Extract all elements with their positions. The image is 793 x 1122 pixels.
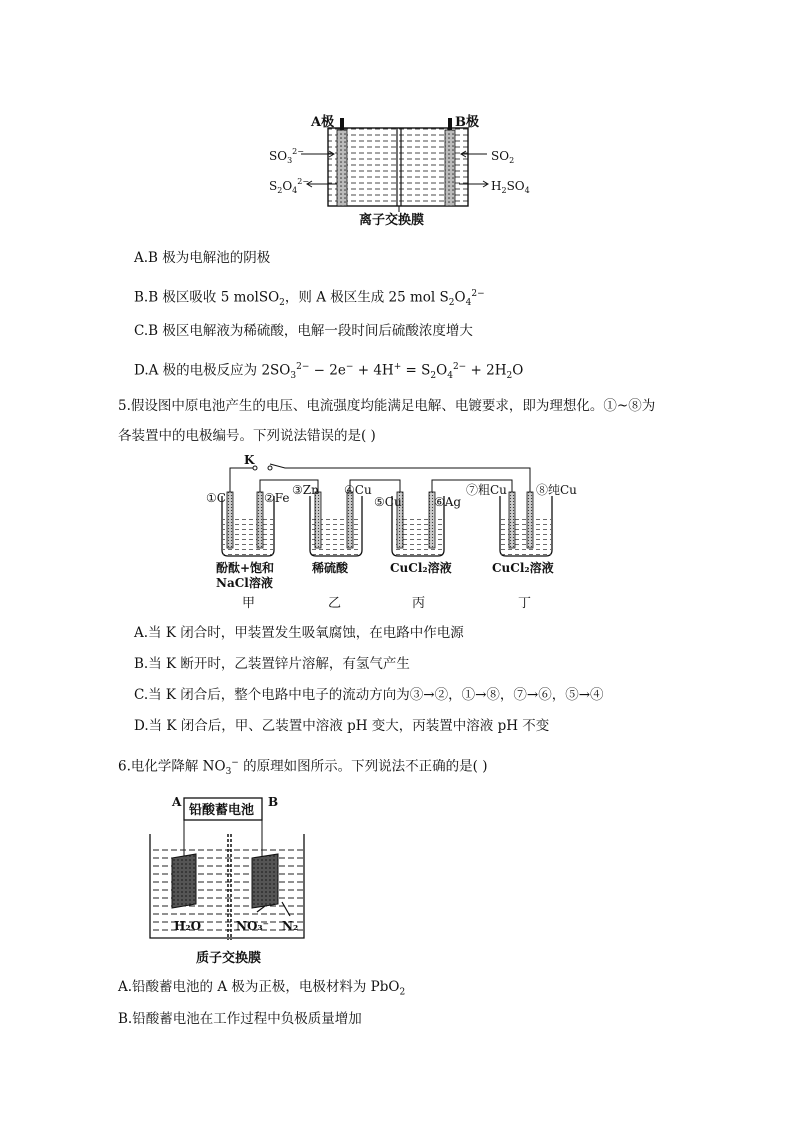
electrode-3: ③Zn bbox=[292, 483, 319, 497]
battery-terminal-b: B bbox=[268, 795, 279, 809]
fig1-in-right: $SO_2$ bbox=[491, 149, 515, 165]
label-no3: NO₃⁻ bbox=[236, 919, 270, 933]
q6-option-a-text: A.铅酸蓄电池的 A 极为正极，电极材料为 PbO bbox=[118, 979, 400, 995]
q5-option-a: A.当 K 闭合时，甲装置发生吸氧腐蚀，在电路中作电源 bbox=[134, 625, 464, 641]
q6-stem-part2: 的原理如图所示。下列说法不正确的是( ) bbox=[238, 758, 488, 775]
q4-option-d-part1: D.A 极的电极反应为 2SO bbox=[134, 362, 291, 379]
proton-membrane-label: 质子交换膜 bbox=[196, 951, 262, 966]
q4-option-d: D.A 极的电极反应为 $2SO_3^{2-} - 2e^- + 4H^+ = S_2O_4^{2-} + 2H_2O$ bbox=[134, 362, 524, 382]
q4-option-a: A.B 极为电解池的阴极 bbox=[134, 250, 271, 266]
q4-option-d-part4: = S bbox=[401, 362, 431, 379]
beaker-yi bbox=[310, 492, 362, 556]
solution-ding: CuCl₂溶液 bbox=[492, 561, 554, 575]
q5-option-c: C.当 K 闭合后，整个电路中电子的流动方向为③→②，①→⑧，⑦→⑥，⑤→④ bbox=[134, 687, 604, 703]
electrode-4: ④Cu bbox=[344, 483, 372, 497]
electrode-1: ①C bbox=[206, 491, 226, 505]
beaker-label-bing: 丙 bbox=[412, 596, 426, 611]
q6-option-a: A.铅酸蓄电池的 A 极为正极，电极材料为 PbO$_2$ bbox=[118, 979, 406, 998]
electrolysis-cell-diagram bbox=[255, 108, 555, 230]
solution-jia-line2: NaCl溶液 bbox=[216, 576, 273, 590]
q5-option-d: D.当 K 闭合后，甲、乙装置中溶液 pH 变大，丙装置中溶液 pH 不变 bbox=[134, 718, 550, 734]
q4-option-c: C.B 极区电解液为稀硫酸，电解一段时间后硫酸浓度增大 bbox=[134, 323, 473, 339]
electrode-7: ⑦粗Cu bbox=[466, 483, 507, 497]
q4-option-d-part5: + 2H bbox=[466, 362, 507, 379]
fig1-membrane-label: 离子交换膜 bbox=[359, 213, 425, 228]
q6-option-b: B.铅酸蓄电池在工作过程中负极质量增加 bbox=[118, 1011, 362, 1027]
electrode-6: ⑥Ag bbox=[434, 495, 462, 509]
battery-label: 铅酸蓄电池 bbox=[189, 803, 255, 818]
q5-stem-line1: 5.假设图中原电池产生的电压、电流强度均能满足电解、电镀要求，即为理想化。①~⑧为 bbox=[118, 398, 656, 414]
solution-yi: 稀硫酸 bbox=[312, 561, 349, 575]
electrode-5: ⑤Cu bbox=[374, 495, 402, 509]
switch-k-label: K bbox=[244, 453, 255, 467]
q4-option-d-part3: + 4H bbox=[353, 362, 394, 379]
q4-option-b-part1: B.B 极区吸收 5 molSO bbox=[134, 289, 280, 306]
beaker-label-ding: 丁 bbox=[518, 596, 532, 611]
four-beaker-circuit-diagram bbox=[200, 452, 600, 614]
solution-bing: CuCl₂溶液 bbox=[390, 561, 452, 575]
no3-degradation-diagram bbox=[144, 790, 314, 970]
fig1-out-right: $H_2SO_4$ bbox=[491, 179, 530, 195]
label-h2o: H₂O bbox=[174, 919, 202, 933]
fig1-in-left: $SO_3^{2-}$ bbox=[269, 147, 304, 165]
q5-option-b: B.当 K 断开时，乙装置锌片溶解，有氢气产生 bbox=[134, 656, 410, 672]
fig1-label-a: A极 bbox=[311, 115, 335, 130]
q6-stem: 6.电化学降解 $NO_3^-$ 的原理如图所示。下列说法不正确的是( ) bbox=[118, 758, 488, 778]
fig1-out-left: $S_2O_4^{2-}$ bbox=[269, 177, 310, 195]
battery-terminal-a: A bbox=[172, 795, 182, 809]
solution-jia-line1: 酚酞+饱和 bbox=[216, 561, 275, 575]
q6-stem-part1: 6.电化学降解 NO bbox=[118, 758, 226, 775]
label-n2: N₂ bbox=[282, 919, 299, 933]
q4-option-b-part2: ，则 A 极区生成 25 mol S bbox=[284, 289, 449, 306]
fig1-label-b: B极 bbox=[455, 115, 479, 130]
beaker-label-yi: 乙 bbox=[328, 596, 342, 611]
beaker-ding bbox=[500, 492, 552, 556]
electrode-8: ⑧纯Cu bbox=[536, 483, 577, 497]
beaker-label-jia: 甲 bbox=[242, 596, 256, 611]
electrode-2: ②Fe bbox=[264, 491, 290, 505]
q5-stem-line2: 各装置中的电极编号。下列说法错误的是( ) bbox=[118, 428, 376, 444]
q4-option-b: B.B 极区吸收 5 molSO$_2$，则 A 极区生成 25 mol $S_2O_4^{2-}$ bbox=[134, 289, 485, 309]
q4-option-d-part2: − 2e bbox=[309, 362, 346, 379]
